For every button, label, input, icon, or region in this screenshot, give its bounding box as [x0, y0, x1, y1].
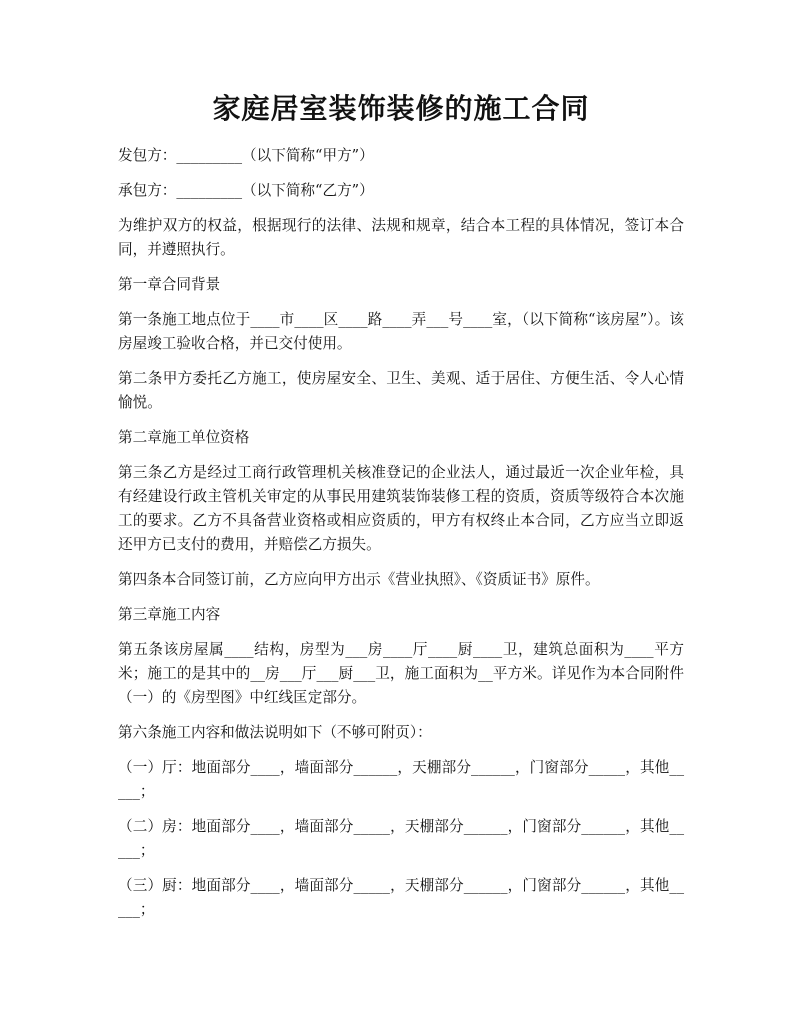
- chapter-2-heading: 第二章施工单位资格: [118, 429, 250, 446]
- party-b-line: 承包方：_________（以下简称“乙方”）: [118, 182, 374, 199]
- item-room-paragraph: （二）房：地面部分____，墙面部分_____，天棚部分______，门窗部分______，其他_____；: [118, 818, 684, 859]
- document-page: [118, 88, 684, 933]
- party-a-line: 发包方：_________（以下简称“甲方”）: [118, 147, 374, 164]
- preamble-paragraph: 为维护双方的权益，根据现行的法律、法规和规章，结合本工程的具体情况，签订本合同，并遵照执行。: [118, 217, 684, 258]
- article-4-paragraph: 第四条本合同签订前，乙方应向甲方出示《营业执照》、《资质证书》原件。: [118, 571, 600, 588]
- item-kitchen-paragraph: （三）厨：地面部分____，墙面部分_____，天棚部分______，门窗部分______，其他_____；: [118, 877, 684, 918]
- item-hall-paragraph: （一）厅：地面部分____，墙面部分______，天棚部分______，门窗部分_____，其他_____；: [118, 759, 684, 800]
- article-3-paragraph: 第三条乙方是经过工商行政管理机关核准登记的企业法人，通过最近一次企业年检，具有经建设行政主管机关审定的从事民用建筑装饰装修工程的资质，资质等级符合本次施工的要求。乙方不具备营业资格或相应资质的，甲方有权终止本合同，乙方应当立即返还甲方已支付的费用，并赔偿乙方损失。: [118, 464, 684, 553]
- document-title: 家庭居室装饰装修的施工合同: [212, 92, 590, 125]
- article-6-paragraph: 第六条施工内容和做法说明如下（不够可附页）：: [118, 724, 432, 741]
- chapter-3-heading: 第三章施工内容: [118, 606, 221, 623]
- article-2-paragraph: 第二条甲方委托乙方施工，使房屋安全、卫生、美观、适于居住、方便生活、令人心情愉悦。: [118, 370, 684, 411]
- chapter-1-heading: 第一章合同背景: [118, 276, 221, 293]
- article-5-paragraph: 第五条该房屋属____结构，房型为___房____厅____厨____卫，建筑总面积为____平方米；施工的是其中的__房___厅___厨___卫，施工面积为__平方米。详见作为本合同附件（一）的《房型图》中红线匡定部分。: [118, 641, 684, 706]
- article-1-paragraph: 第一条施工地点位于____市____区____路____弄___号____室，（以下简称“该房屋”）。该房屋竣工验收合格，并已交付使用。: [118, 311, 684, 352]
